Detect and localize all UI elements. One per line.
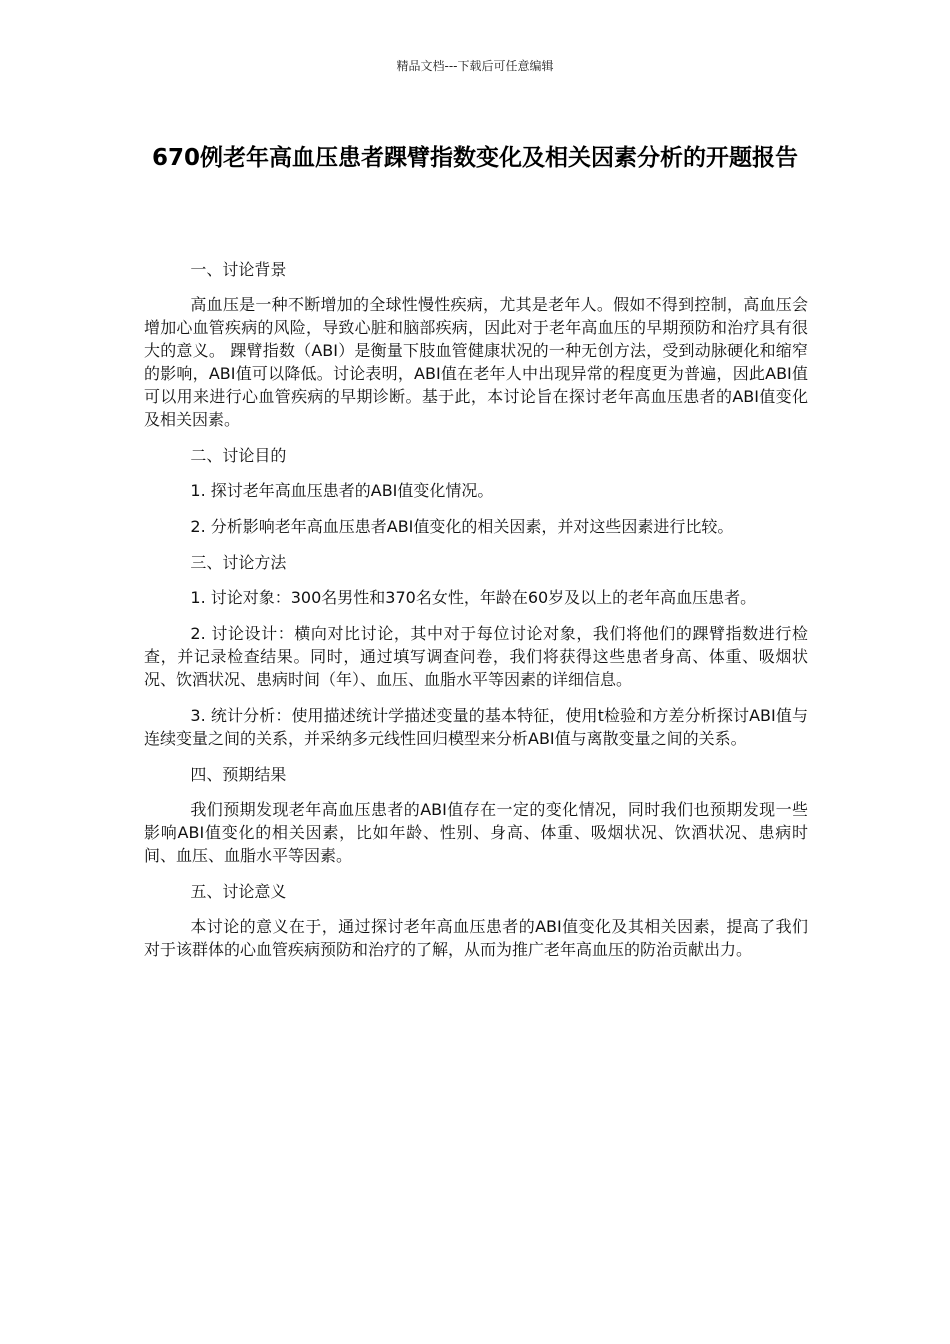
section-heading: 二、讨论目的 [190,446,287,465]
paragraph: 2. 分析影响老年高血压患者ABI值变化的相关因素，并对这些因素进行比较。 [190,517,734,536]
document-body [144,258,808,974]
paragraph: 本讨论的意义在于，通过探讨老年高血压患者的ABI值变化及其相关因素，提高了我们对于该群体的心血管疾病预防和治疗的了解，从而为推广老年高血压的防治贡献出力。 [144,917,808,959]
section-heading: 三、讨论方法 [190,553,287,572]
paragraph: 我们预期发现老年高血压患者的ABI值存在一定的变化情况，同时我们也预期发现一些影响ABI值变化的相关因素，比如年龄、性别、身高、体重、吸烟状况、饮酒状况、患病时间、血压、血脂水平等因素。 [144,800,808,865]
paragraph: 1. 讨论对象：300名男性和370名女性，年龄在60岁及以上的老年高血压患者。 [190,588,757,607]
document-title: 670例老年高血压患者踝臂指数变化及相关因素分析的开题报告 [151,145,798,171]
section-heading: 四、预期结果 [190,765,287,784]
header-note: 精品文档---下载后可任意编辑 [396,59,554,73]
section-heading: 五、讨论意义 [190,882,287,901]
paragraph: 2. 讨论设计：横向对比讨论，其中对于每位讨论对象，我们将他们的踝臂指数进行检查，并记录检查结果。同时，通过填写调查问卷，我们将获得这些患者身高、体重、吸烟状况、饮酒状况、患病时间（年）、血压、血脂水平等因素的详细信息。 [144,624,808,689]
section-heading: 一、讨论背景 [190,260,287,279]
paragraph: 1. 探讨老年高血压患者的ABI值变化情况。 [190,481,494,500]
paragraph: 高血压是一种不断增加的全球性慢性疾病，尤其是老年人。假如不得到控制，高血压会增加心血管疾病的风险，导致心脏和脑部疾病，因此对于老年高血压的早期预防和治疗具有很大的意义。 踝臂指数（ABI）是衡量下肢血管健康状况的一种无创方法，受到动脉硬化和缩窄的影响，ABI值可以降低。讨论表明，ABI值在老年人中出现异常的程度更为普遍，因此ABI值可以用来进行心血管疾病的早期诊断。基于此，本讨论旨在探讨老年高血压患者的ABI值变化及相关因素。 [144,295,808,429]
paragraph: 3. 统计分析：使用描述统计学描述变量的基本特征，使用t检验和方差分析探讨ABI值与连续变量之间的关系，并采纳多元线性回归模型来分析ABI值与离散变量之间的关系。 [144,706,808,748]
